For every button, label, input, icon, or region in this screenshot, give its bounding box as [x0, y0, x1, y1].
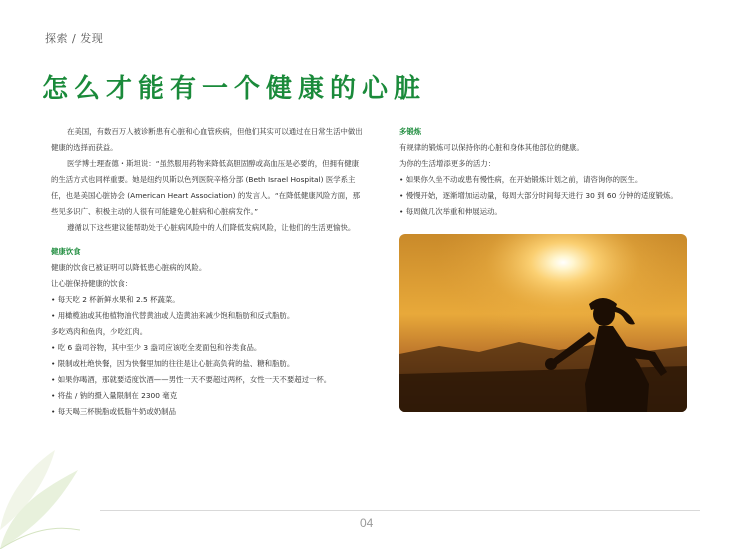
- intro-paragraph: 在美国，有数百万人被诊断患有心脏和心血管疾病，但他们其实可以通过在日常生活中做出健康的选择而获益。: [51, 127, 363, 152]
- exercise-line: 有规律的锻炼可以保持你的心脏和身体其他部位的健康。: [399, 143, 584, 152]
- intro-paragraph: 遵循以下这些建议能帮助处于心脏病风险中的人们降低发病风险，让他们的生活更愉快。: [67, 223, 356, 232]
- exercise-line: • 慢慢开始，逐渐增加运动量，每周大部分时间每天进行 30 到 60 分钟的适度锻炼。: [399, 191, 678, 200]
- runner-sunset-photo: [399, 234, 687, 412]
- exercise-line: • 每周做几次举重和伸展运动。: [399, 207, 502, 216]
- diet-line: 让心脏保持健康的饮食：: [51, 279, 133, 288]
- section-heading-diet: 健康饮食: [51, 247, 81, 256]
- exercise-line: • 如果你久坐不动或患有慢性病，在开始锻炼计划之前，请咨询你的医生。: [399, 175, 643, 184]
- breadcrumb: 探索 / 发现: [45, 32, 104, 45]
- diet-line: • 限制或杜绝快餐，因为快餐里加的往往是让心脏高负荷的盐、糖和脂肪。: [51, 359, 295, 368]
- right-column: [399, 124, 699, 220]
- leaf-decoration: [0, 430, 80, 553]
- section-heading-exercise: 多锻炼: [399, 127, 422, 136]
- diet-line: • 将盐 / 钠的摄入量限制在 2300 毫克: [51, 391, 178, 400]
- diet-line: • 每天吃 2 杯新鲜水果和 2.5 杯蔬菜。: [51, 295, 180, 304]
- diet-line: 多吃鸡肉和鱼肉，少吃红肉。: [51, 327, 148, 336]
- exercise-line: 为你的生活增添更多的活力：: [399, 159, 496, 168]
- diet-line: • 如果你喝酒，那就要适度饮酒——男性一天不要超过两杯，女性一天不要超过一杯。: [51, 375, 332, 384]
- page-title: 怎么才能有一个健康的心脏: [42, 74, 427, 104]
- page-number: 04: [360, 516, 374, 530]
- diet-line: • 吃 6 盎司谷物，其中至少 3 盎司应该吃全麦面包和谷类食品。: [51, 343, 262, 352]
- left-column: [51, 124, 366, 420]
- diet-line: • 每天喝三杯脱脂或低脂牛奶或奶制品: [51, 407, 176, 416]
- diet-line: 健康的饮食已被证明可以降低患心脏病的风险。: [51, 263, 207, 272]
- diet-line: • 用橄榄油或其他植物油代替黄油或人造黄油来减少饱和脂肪和反式脂肪。: [51, 311, 295, 320]
- footer-divider: [100, 510, 700, 511]
- intro-paragraph: 医学博士理查德・斯坦说：“虽然服用药物来降低高胆固醇或高血压是必要的，但拥有健康的生活方式也同样重要。她是纽约贝斯以色列医院辛格分部 (Beth Israel Hospital) 医学系主任，也是美国心脏协会 (American Heart Association) 的发言人。“在降低健康风险方面，那些见多识广、积极主动的人很有可能避免心脏病和心脏病发作。”: [51, 159, 360, 216]
